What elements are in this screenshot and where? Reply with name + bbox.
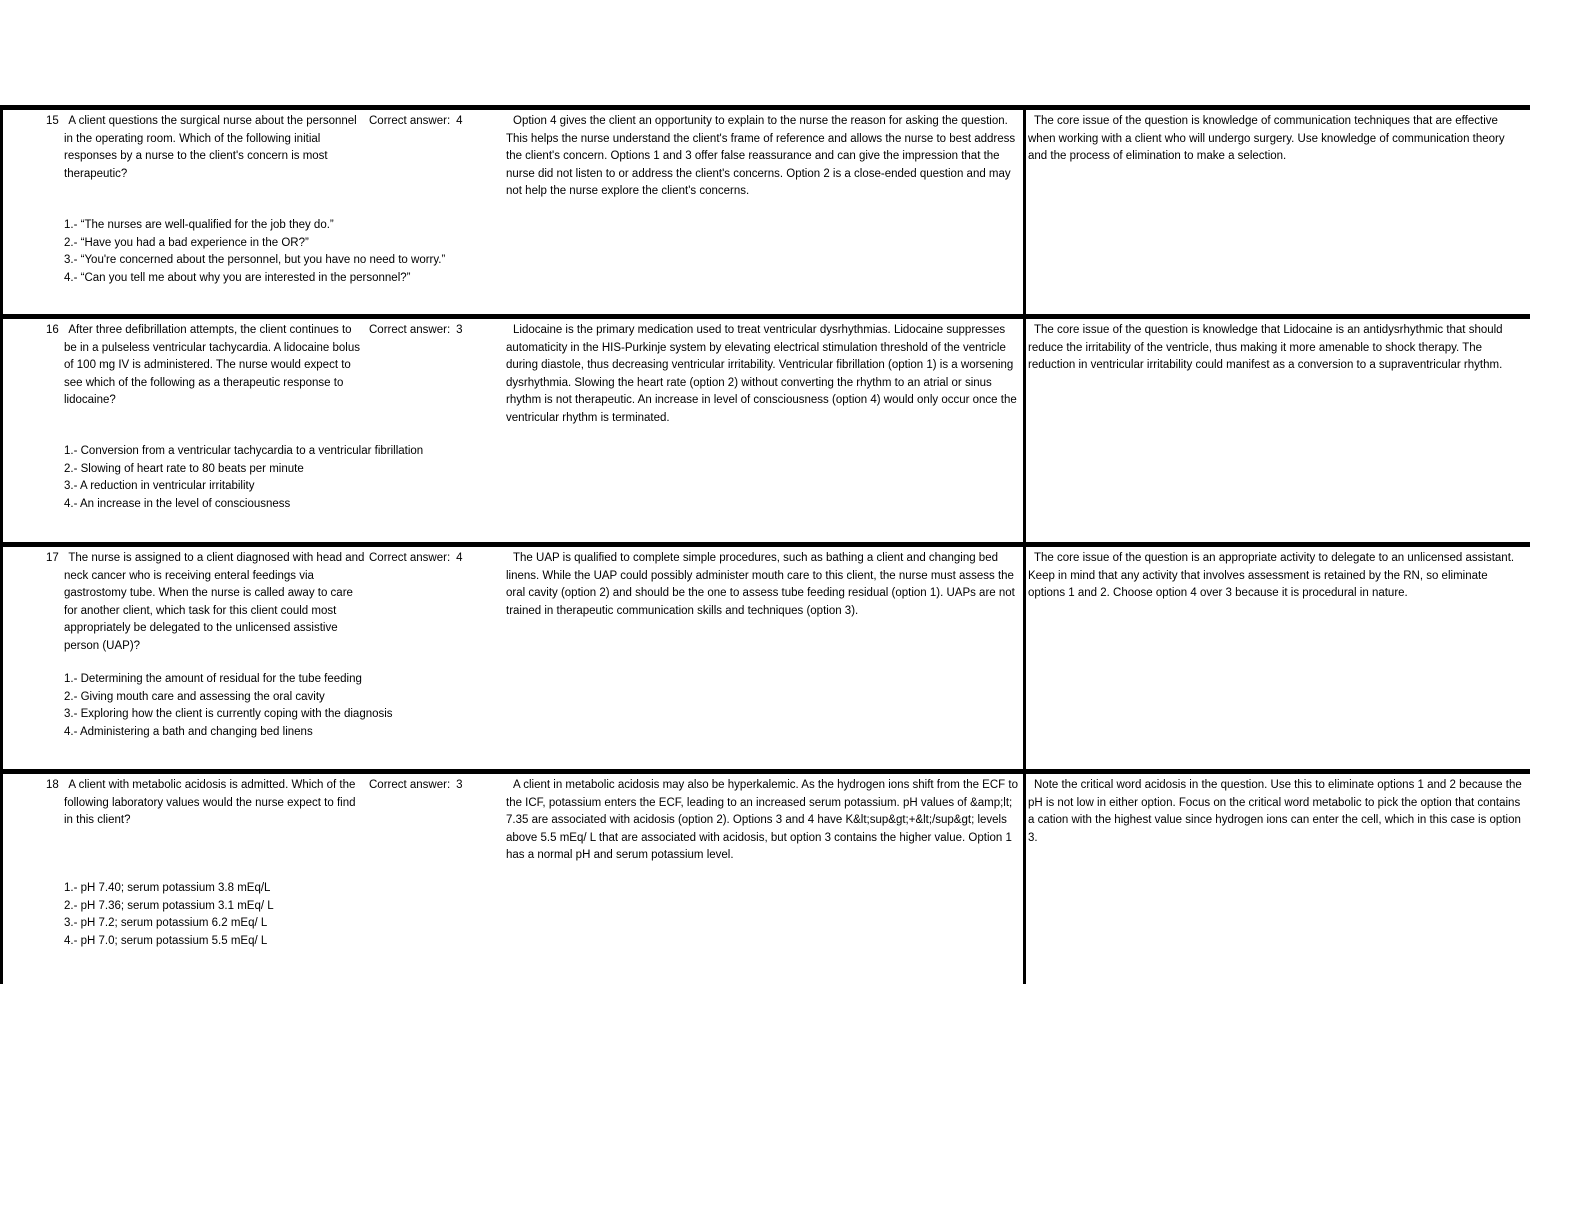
- question-stem-cell: [46, 113, 366, 183]
- answer-option: 3.- Exploring how the client is currently coping with the diagnosis: [64, 708, 393, 720]
- answer-option: 3.- A reduction in ventricular irritability: [64, 480, 255, 492]
- correct-answer-label: Correct answer:: [369, 552, 451, 564]
- correct-answer-cell: [369, 322, 499, 340]
- test-taking-strategy-text: Note the critical word acidosis in the question. Use this to eliminate options 1 and 2 because the pH is not low in either option. Focus on the critical word metabolic to pick the option that contains a cation with the highest value since hydrogen ions can enter the cell, which in this case is option 3.: [1028, 779, 1522, 844]
- question-number: 18: [46, 779, 59, 791]
- question-row-18: [0, 769, 1530, 984]
- question-stem: A client questions the surgical nurse about the personnel in the operating room. Which of the following initial responses by a nurse to the client's concern is most therapeutic?: [64, 115, 357, 180]
- answer-options: [64, 671, 534, 741]
- correct-answer-value: 4: [456, 115, 463, 127]
- answer-option: 2.- Slowing of heart rate to 80 beats per minute: [64, 462, 304, 475]
- answer-option: 2.- pH 7.36; serum potassium 3.1 mEq/ L: [64, 899, 274, 912]
- answer-options: [64, 217, 534, 287]
- question-row-16: [0, 314, 1530, 542]
- answer-option: 1.- Determining the amount of residual for the tube feeding: [64, 673, 362, 685]
- test-taking-strategy-text: The core issue of the question is knowledge of communication techniques that are effective when working with a client who will undergo surgery. Use knowledge of communication theory and the process of elimination to make a selection.: [1028, 115, 1505, 162]
- question-stem-cell: [46, 777, 366, 830]
- correct-answer-value: 4: [456, 552, 463, 564]
- question-row-17: [0, 542, 1530, 769]
- test-taking-strategy-text: The core issue of the question is knowledge that Lidocaine is an antidysrhythmic that should reduce the irritability of the ventricle, thus making it more amenable to shock therapy. The reduction in ventricular irritability could manifest as a conversion to a supraventricular rhythm.: [1028, 324, 1503, 371]
- correct-answer-label: Correct answer:: [369, 324, 451, 336]
- answer-option: 3.- “You're concerned about the personnel, but you have no need to worry.”: [64, 254, 446, 266]
- question-row-15: [0, 105, 1530, 314]
- column-divider: [1023, 547, 1026, 769]
- left-border: [0, 547, 3, 769]
- question-stem-cell: [46, 322, 366, 410]
- answer-option: 2.- Giving mouth care and assessing the oral cavity: [64, 690, 325, 703]
- question-number: 17: [46, 552, 59, 564]
- column-divider: [1023, 319, 1026, 542]
- question-number: 15: [46, 115, 59, 127]
- question-stem: The nurse is assigned to a client diagnosed with head and neck cancer who is receiving enteral feedings via gastrostomy tube. When the nurse is called away to care for another client, which task for this client could most appropriately be delegated to the unlicensed assistive person (UAP)?: [64, 552, 365, 652]
- rationale-text: A client in metabolic acidosis may also be hyperkalemic. As the hydrogen ions shift from the ECF to the ICF, potassium enters the ECF, leading to an increased serum potassium. pH values of &amp;lt; 7.35 are associated with acidosis (option 2). Options 3 and 4 have K&lt;sup&gt;+&lt;/sup&gt; levels above 5.5 mEq/ L that are associated with acidosis, but option 3 contains the higher value. Option 1 has a normal pH and serum potassium level.: [506, 779, 1018, 861]
- answer-options: [64, 880, 534, 950]
- rationale-text: Option 4 gives the client an opportunity to explain to the nurse the reason for asking the question. This helps the nurse understand the client's frame of reference and allows the nurse to best address the client's concern. Options 1 and 3 offer false reassurance and can give the impression that the nurse did not listen to or address the client's concerns. Option 2 is a close-ended question and may not help the nurse explore the client's concerns.: [506, 115, 1016, 197]
- question-number: 16: [46, 324, 59, 336]
- correct-answer-label: Correct answer:: [369, 115, 451, 127]
- correct-answer-value: 3: [456, 324, 463, 336]
- left-border: [0, 110, 3, 314]
- test-taking-strategy-text: The core issue of the question is an appropriate activity to delegate to an unlicensed assistant. Keep in mind that any activity that involves assessment is retained by the RN, so eliminate options 1 and 2. Choose option 4 over 3 because it is procedural in nature.: [1028, 552, 1515, 599]
- left-border: [0, 319, 3, 542]
- question-stem: A client with metabolic acidosis is admitted. Which of the following laboratory values would the nurse expect to find in this client?: [64, 779, 356, 826]
- column-divider: [1023, 110, 1026, 314]
- correct-answer-cell: [369, 113, 499, 131]
- rationale-text: The UAP is qualified to complete simple procedures, such as bathing a client and changing bed linens. While the UAP could possibly administer mouth care to this client, the nurse must assess the oral cavity (option 2) and should be the one to assess tube feeding residual (option 1). UAPs are not trained in therapeutic communication skills and techniques (option 3).: [506, 552, 1015, 617]
- answer-options: [64, 443, 534, 513]
- answer-option: 2.- “Have you had a bad experience in the OR?”: [64, 236, 309, 249]
- correct-answer-value: 3: [456, 779, 463, 791]
- answer-option: 1.- Conversion from a ventricular tachycardia to a ventricular fibrillation: [64, 445, 424, 457]
- correct-answer-cell: [369, 550, 499, 568]
- answer-option: 4.- “Can you tell me about why you are interested in the personnel?”: [64, 271, 411, 284]
- answer-option: 4.- An increase in the level of consciousness: [64, 497, 291, 510]
- correct-answer-label: Correct answer:: [369, 779, 451, 791]
- left-border: [0, 774, 3, 984]
- answer-option: 1.- pH 7.40; serum potassium 3.8 mEq/L: [64, 882, 271, 894]
- question-stem-cell: [46, 550, 366, 655]
- question-table: [0, 105, 1530, 984]
- correct-answer-cell: [369, 777, 499, 795]
- answer-option: 4.- pH 7.0; serum potassium 5.5 mEq/ L: [64, 934, 268, 947]
- answer-option: 3.- pH 7.2; serum potassium 6.2 mEq/ L: [64, 917, 268, 929]
- question-stem: After three defibrillation attempts, the client continues to be in a pulseless ventricular tachycardia. A lidocaine bolus of 100 mg IV is administered. The nurse would expect to see which of the following as a therapeutic response to lidocaine?: [64, 324, 360, 406]
- rationale-text: Lidocaine is the primary medication used to treat ventricular dysrhythmias. Lidocaine suppresses automaticity in the HIS-Purkinje system by elevating electrical stimulation threshold of the ventricle during diastole, thus decreasing ventricular irritability. Ventricular fibrillation (option 1) is a worsening dysrhythmia. Slowing the heart rate (option 2) without converting the rhythm to an atrial or sinus rhythm is not therapeutic. An increase in level of consciousness (option 4) would only occur once the ventricular rhythm is terminated.: [506, 324, 1017, 424]
- answer-option: 4.- Administering a bath and changing bed linens: [64, 725, 313, 738]
- column-divider: [1023, 774, 1026, 984]
- answer-option: 1.- “The nurses are well-qualified for the job they do.”: [64, 219, 334, 231]
